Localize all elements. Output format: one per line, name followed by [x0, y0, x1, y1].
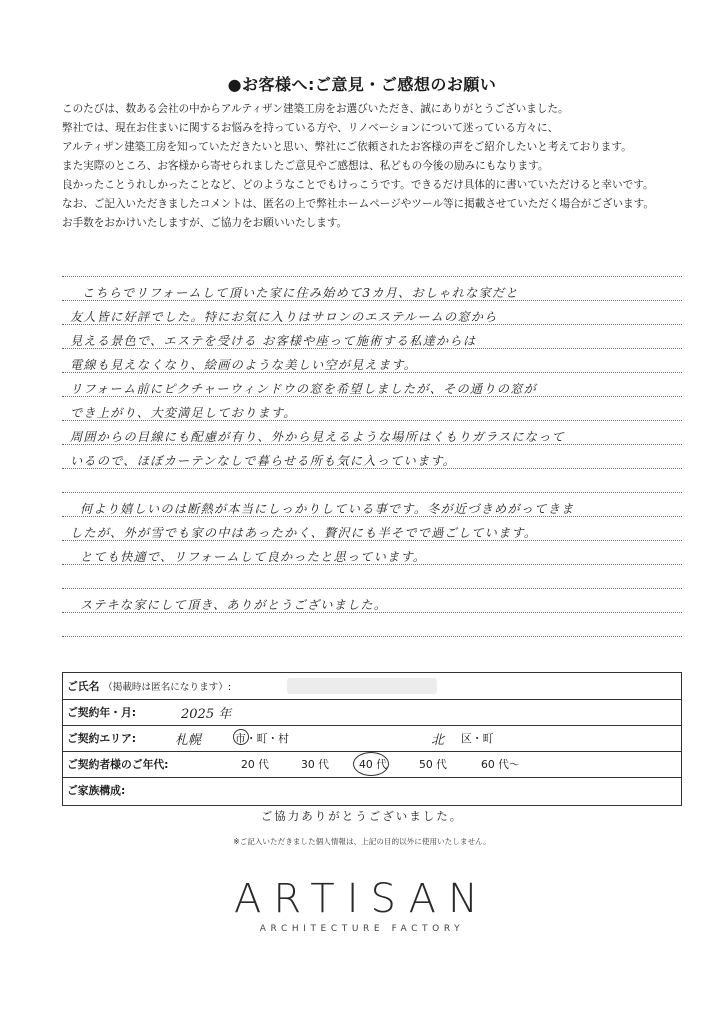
intro-text — [62, 100, 682, 233]
intro-line: お手数をおかけいたしますが、ご協力をお願いいたします。 — [62, 217, 348, 229]
handwritten-line: こちらでリフォームして頂いた家に住み始めて3カ月、おしゃれな家だと — [82, 286, 519, 300]
handwritten-line: リフォーム前にピクチャーウィンドウの窓を希望しましたが、その通りの窓が — [70, 382, 537, 396]
area-ward-unit: 区・町 — [461, 732, 494, 745]
handwritten-line: したが、外が雪でも家の中はあったかく、贅沢にも半そでで過ごしています。 — [70, 526, 538, 540]
name-row — [63, 673, 681, 700]
handwritten-line: 友人皆に好評でした。特にお気に入りはサロンのエステルームの窓から — [70, 310, 498, 324]
name-label: ご氏名 （掲載時は匿名になります）: — [67, 680, 232, 693]
intro-line: このたびは、数ある会社の中からアルティザン建築工房をお選びいただき、誠にありがとうございました。 — [62, 103, 569, 115]
redacted-name — [287, 678, 437, 694]
ruled-line — [62, 588, 682, 589]
area-label: ご契約エリア: — [67, 732, 137, 745]
logo-subtitle: ARCHITECTURE FACTORY — [259, 924, 465, 934]
family-label: ご家族構成: — [67, 784, 126, 797]
handwritten-line: ステキな家にして頂き、ありがとうございました。 — [80, 598, 388, 612]
area-ward-value: 北 — [431, 733, 445, 748]
area-city-value: 札幌 — [175, 733, 202, 748]
customer-info-form — [62, 672, 682, 806]
intro-line: 良かったことうれしかったことなど、どのようなことでもけっこうです。できるだけ具体的に書いていただけると幸いです。 — [62, 179, 654, 191]
age-row — [63, 751, 681, 778]
thanks-text: ご協力ありがとうございました。 — [260, 809, 464, 823]
intro-line: 弊社では、現在お住まいに関するお悩みを持っている方や、リノベーションについて迷っている方々に、 — [62, 122, 559, 134]
age-label: ご契約者様のご年代: — [67, 758, 169, 771]
logo-wordmark: ARTISAN — [234, 876, 490, 922]
privacy-notice: ※ご記入いただきました個人情報は、上記の目的以外に使用いたしません。 — [233, 837, 491, 846]
contract-year-value: 2025 年 — [181, 707, 232, 722]
intro-line: なお、ご記入いただきましたコメントは、匿名の上で弊社ホームページやツール等に掲載させていただく場合がございます。 — [62, 198, 654, 210]
contract-year-label: ご契約年・月: — [67, 706, 137, 719]
age-option: 50 代 — [419, 758, 447, 771]
handwritten-line: でき上がり、大変満足しております。 — [70, 406, 297, 420]
area-city-unit: 市・町・村 — [235, 732, 289, 745]
handwritten-line: いるので、ほぼカーテンなしで暮らせる所も気に入っています。 — [70, 454, 457, 468]
age-option: 60 代〜 — [481, 758, 520, 771]
handwritten-line: 電線も見えなくなり、絵画のような美しい空が見えます。 — [70, 358, 418, 372]
intro-line: アルティザン建築工房を知っていただきたいと思い、弊社にご依頼されたお客様の声をご紹介したいと考えております。 — [62, 141, 632, 153]
area-row — [63, 725, 681, 752]
age-option: 20 代 — [241, 758, 269, 771]
ruled-line — [62, 276, 682, 277]
age-option: 40 代 — [359, 758, 387, 771]
family-row — [63, 777, 681, 803]
page-title: ●お客様へ:ご意見・ご感想のお願い — [227, 75, 497, 94]
handwritten-line: 何より嬉しいのは断熱が本当にしっかりしている事です。冬が近づきめがってきま — [80, 502, 575, 516]
ruled-line — [62, 636, 682, 637]
handwritten-line: とても快適で、リフォームして良かったと思っています。 — [80, 550, 427, 564]
ruled-line — [62, 492, 682, 493]
handwritten-line: 見える景色で、エステを受ける お客様や座って施術する私達からは — [70, 334, 477, 348]
handwritten-line: 周囲からの目線にも配慮が有り、外から見えるような場所はくもりガラスになって — [70, 430, 565, 444]
comment-area — [62, 264, 682, 644]
intro-line: また実際のところ、お客様から寄せられましたご意見やご感想は、私どもの今後の励みにもなります。 — [62, 160, 549, 172]
company-logo — [0, 876, 724, 934]
contract-year-row — [63, 699, 681, 726]
age-option: 30 代 — [301, 758, 329, 771]
